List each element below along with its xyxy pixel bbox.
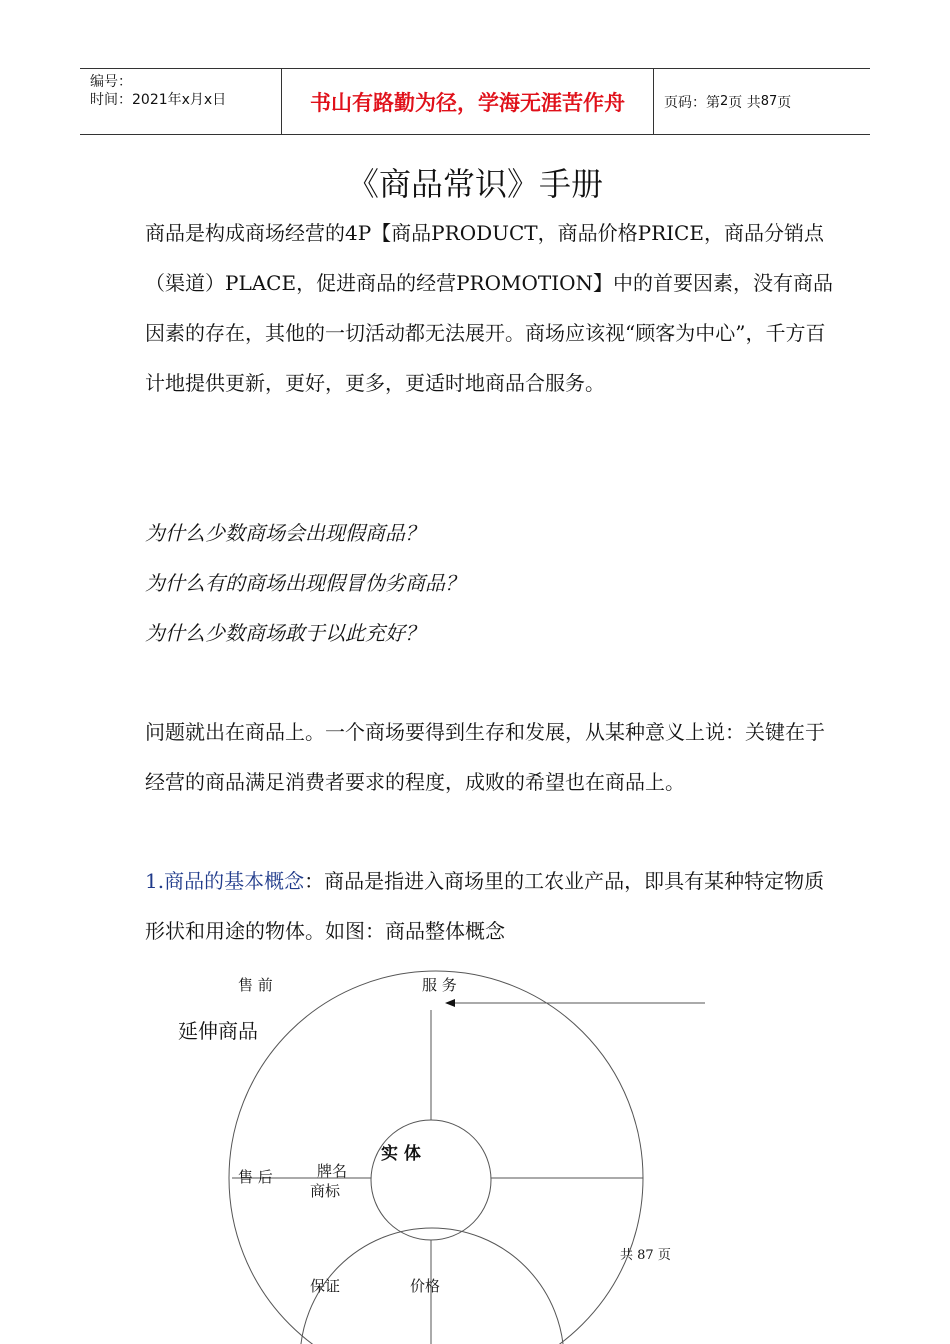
section-1-label: 1.商品的基本概念: [145, 869, 305, 893]
question-2: 为什么有的商场出现假冒伪劣商品？: [145, 571, 465, 595]
date-label: 时间：2021年x月x日: [90, 92, 227, 108]
page-current: 2: [720, 94, 729, 109]
guarantee-label: 保证: [310, 1277, 341, 1295]
header-left: [80, 69, 281, 134]
inner-circle: [371, 1120, 491, 1240]
question-3: 为什么少数商场敢于以此充好？: [145, 621, 425, 645]
section-1-paragraph: [145, 856, 835, 956]
trademark-label: 商标: [310, 1182, 341, 1200]
entity-label: 实 体: [381, 1144, 421, 1164]
intro-paragraph: 商品是构成商场经营的4P【商品PRODUCT，商品价格PRICE，商品分销点（渠道）PLACE，促进商品的经营PROMOTION】中的首要因素，没有商品因素的存在，其他的一切活动都无法展开。商场应该视“顾客为中心”，千方百计地提供更新，更好，更多，更适时地商品合服务。: [145, 221, 834, 395]
page-suffix: 页: [777, 94, 792, 111]
service-arrow-head: [445, 999, 455, 1007]
brand-label: 牌名: [317, 1162, 348, 1180]
pre-sale-label: 售 前: [238, 976, 273, 994]
header-page-info: [654, 69, 870, 134]
page-header: [80, 68, 870, 135]
page-mid: 页 共: [728, 94, 761, 111]
footer-suffix: 页: [657, 1248, 671, 1263]
price-label: 价格: [410, 1277, 441, 1295]
footer-page-count: [620, 1247, 671, 1265]
section-1-text: ：商品是指进入商场里的工农业产品，即具有某种特定物质形状和用途的物体。如图：商品整体概念: [145, 869, 825, 943]
header-motto: 书山有路勤为径，学海无涯苦作舟: [281, 69, 654, 134]
footer-total: 87: [637, 1248, 654, 1263]
page-prefix: 页码：第: [664, 94, 720, 111]
extended-product-label: 延伸商品: [178, 1019, 258, 1043]
page-total: 87: [760, 94, 778, 109]
answer-paragraph: 问题就出在商品上。一个商场要得到生存和发展，从某种意义上说：关键在于经营的商品满足消费者要求的程度，成败的希望也在商品上。: [145, 720, 825, 794]
document-title: 《商品常识》手册: [346, 165, 603, 203]
after-sale-label: 售 后: [238, 1168, 273, 1186]
footer-prefix: 共: [620, 1248, 634, 1263]
number-label: 编号：: [90, 74, 132, 90]
question-1: 为什么少数商场会出现假商品？: [145, 521, 425, 545]
service-label: 服 务: [422, 976, 457, 994]
diagram-svg: [0, 950, 950, 1344]
